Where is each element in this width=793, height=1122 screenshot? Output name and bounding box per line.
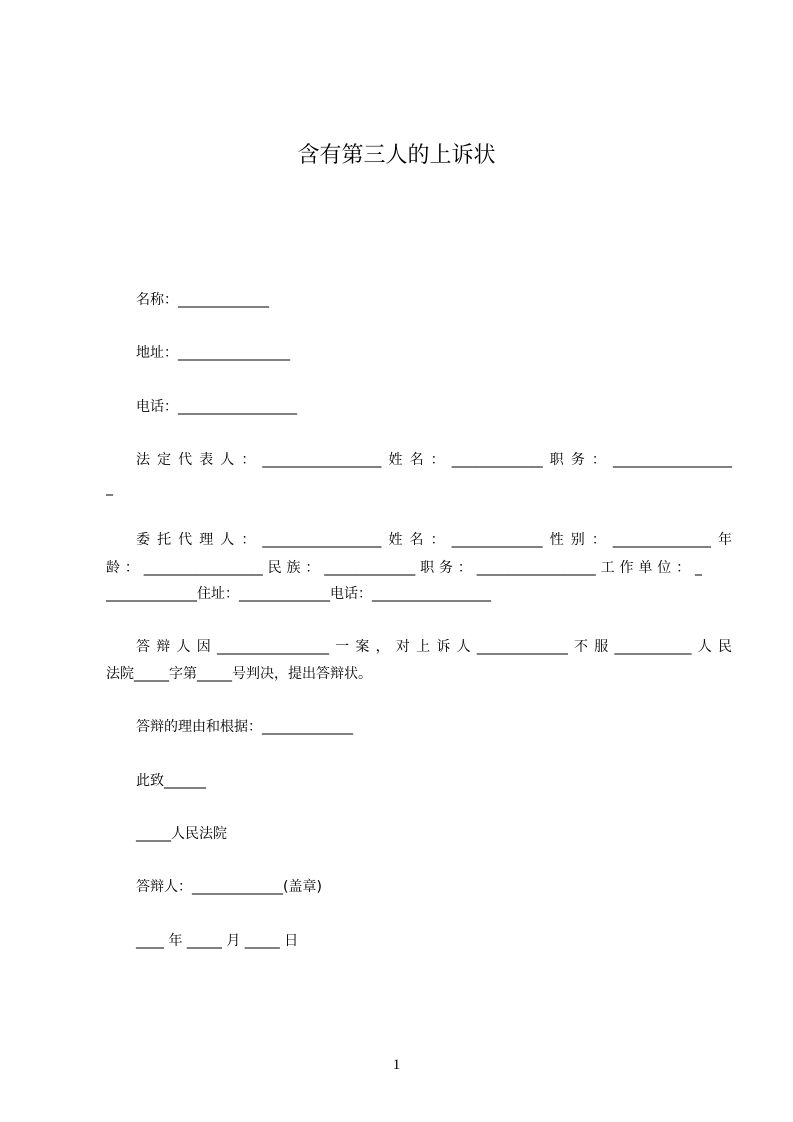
document-title: 含有第三人的上诉状 [297, 143, 496, 168]
legal-representative-line-cont: _ [106, 480, 113, 496]
name-field-line: 名称：_____________ [136, 292, 269, 308]
salutation-line: 此致______ [136, 773, 206, 789]
address-field-line: 地址：________________ [136, 345, 290, 361]
date-line: ____ 年 _____ 月 _____ 日 [136, 933, 299, 949]
phone-field-line: 电话：_________________ [136, 399, 297, 415]
page-number: 1 [392, 1057, 401, 1073]
respondent-signature-line: 答辩人：_____________(盖章) [136, 879, 322, 895]
reason-paragraph-line-1: 答辩人因________________一案，对上诉人_____________不服___________人民 [136, 639, 732, 655]
agent-line: 委托代理人：_________________姓名：_____________性别：______________年 [136, 532, 732, 548]
court-line: _____人民法院 [136, 826, 227, 842]
agent-line-cont-1: 龄：_________________民族：_____________职务：_________________工作单位：_ [106, 560, 702, 576]
reason-paragraph-line-2: 法院_____字第_____号判决，提出答辩状。 [106, 666, 372, 682]
grounds-line: 答辩的理由和根据：_____________ [136, 719, 353, 735]
agent-line-cont-2: _____________住址：_____________电话：_________________ [106, 586, 491, 602]
legal-representative-line: 法定代表人：_________________姓名：_____________职务：_________________ [136, 452, 732, 468]
